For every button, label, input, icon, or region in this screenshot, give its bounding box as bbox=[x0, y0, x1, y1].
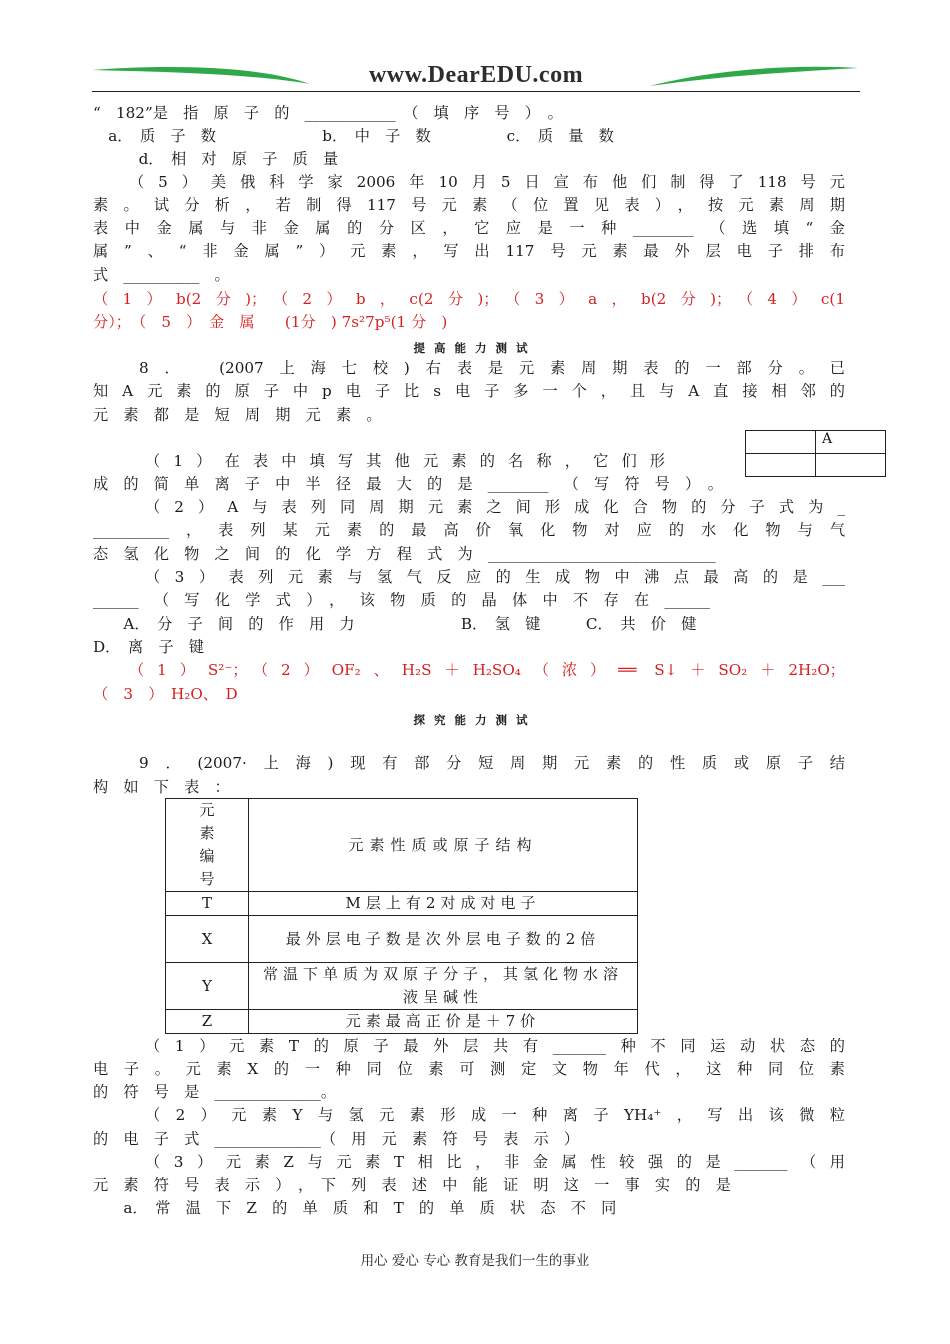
text-line: （5）美俄科学家2006年10月5日宣布他们制得了118号元 bbox=[129, 173, 845, 191]
text-line: 元 素 符 号 表 示 ） ， 下 列 表 述 中 能 证 明 这 一 事 实 的 是 bbox=[93, 1176, 731, 1194]
text-line: A． 分 子 间 的 作 用 力 B． 氢 键 C． 共 价 健 bbox=[93, 615, 697, 633]
text-line: 8． (2007上海七校)右表是元素周期表的一部分。已 bbox=[139, 359, 845, 377]
text-line: 构 如 下 表 ： bbox=[93, 778, 230, 796]
text-line: ______（写化学式），该物质的晶体中不存在______ bbox=[93, 591, 710, 609]
text-line: （1）在表中填写其他元素的名称，它们形 bbox=[145, 452, 665, 470]
table-row bbox=[166, 963, 638, 1010]
page-footer: 用心 爱心 专心 教育是我们一生的事业 bbox=[360, 1253, 590, 1269]
header-cell-id: 元素编号 bbox=[166, 799, 249, 892]
cell-id: X bbox=[166, 916, 249, 963]
text-line: 的 符 号 是 ______________。 bbox=[93, 1083, 336, 1101]
text-line: 9．(2007·上海)现有部分短周期元素的性质或原子结 bbox=[139, 754, 845, 772]
text-line: 电子。元素X的一种同位素可测定文物年代，这种同位素 bbox=[93, 1060, 845, 1078]
section-heading: 提高能力测试 bbox=[413, 341, 537, 355]
text-line: （2）A与表列同周期元素之间形成化合物的分子式为_ bbox=[145, 498, 845, 516]
text-line: （3）元素Z与元素T相比，非金属性较强的是_______（用 bbox=[145, 1153, 845, 1171]
header-cell-property: 元素性质或原子结构 bbox=[249, 799, 638, 892]
cell-property: 最外层电子数是次外层电子数的2倍 bbox=[249, 916, 638, 963]
text-line: （3）表列元素与氢气反应的生成物中沸点最高的是___ bbox=[145, 568, 845, 586]
text-line: “ 182”是 指 原 子 的 ____________ （ 填 序 号 ） 。 bbox=[93, 104, 563, 122]
table-row bbox=[166, 916, 638, 963]
text-line: 成的简单离子中半径最大的是________（写符号）。 bbox=[93, 475, 723, 493]
cell-property: M层上有2对成对电子 bbox=[249, 892, 638, 916]
answer-line: （1）b(2分)；（2）b，c(2分)；（3）a，b(2分)；（4）c(1 bbox=[93, 290, 845, 308]
cell-id: T bbox=[166, 892, 249, 916]
table-row bbox=[166, 892, 638, 916]
answer-line: （ 3 ） H₂O、 D bbox=[93, 685, 238, 703]
section-heading: 探究能力测试 bbox=[413, 713, 537, 727]
text-line: 表中金属与非金属的分区，它应是一种________（选填“金 bbox=[93, 219, 845, 237]
element-table bbox=[165, 798, 638, 1034]
cell-id: Z bbox=[166, 1010, 249, 1034]
text-line: D． 离 子 键 bbox=[93, 638, 204, 656]
text-line: 知A元素的原子中p电子比s电子多一个，且与A直接相邻的 bbox=[93, 382, 845, 400]
text-line: 态 氢 化 物 之 间 的 化 学 方 程 式 为 ______________________________ bbox=[93, 545, 716, 563]
text-line: __________，表列某元素的最高价氧化物对应的水化物与气 bbox=[93, 521, 845, 539]
text-line: 元 素 都 是 短 周 期 元 素 。 bbox=[93, 406, 382, 424]
table-cell-a: A bbox=[816, 431, 886, 454]
text-line: 素。试分析，若制得117号元素（位置见表），按元素周期 bbox=[93, 196, 845, 214]
cell-id: Y bbox=[166, 963, 249, 1010]
answer-line: （1）S²⁻；（2）OF₂、H₂S＋H₂SO₄（浓）══ S↓＋SO₂＋2H₂O； bbox=[129, 661, 845, 679]
table-cell bbox=[746, 431, 816, 454]
site-logo: www.DearEDU.com bbox=[368, 62, 584, 88]
header-rule bbox=[92, 91, 860, 92]
text-line: a． 质 子 数 b． 中 子 数 c． 质 量 数 bbox=[93, 127, 614, 145]
table-cell bbox=[746, 454, 816, 477]
table-cell bbox=[816, 454, 886, 477]
answer-line: 分）； （ 5 ） 金 属 (1分 ) 7s²7p⁵(1 分 ) bbox=[93, 313, 448, 331]
text-line: d． 相 对 原 子 质 量 bbox=[93, 150, 339, 168]
text-line: 属”、“非金属”）元素，写出117号元素最外层电子排布 bbox=[93, 242, 845, 260]
cell-property: 元素最高正价是＋7价 bbox=[249, 1010, 638, 1034]
text-line: （1）元素T的原子最外层共有_______种不同运动状态的 bbox=[145, 1037, 845, 1055]
text-line: （2）元素Y与氢元素形成一种离子YH₄⁺，写出该微粒 bbox=[145, 1106, 845, 1124]
table-row bbox=[166, 1010, 638, 1034]
periodic-table-fragment bbox=[745, 430, 886, 477]
text-line: a． 常 温 下 Z 的 单 质 和 T 的 单 质 状 态 不 同 bbox=[93, 1199, 617, 1217]
text-line: 式 __________ 。 bbox=[93, 266, 230, 284]
text-line: 的 电 子 式 ______________（ 用 元 素 符 号 表 示 ） bbox=[93, 1130, 579, 1148]
cell-property: 常温下单质为双原子分子，其氢化物水溶液呈碱性 bbox=[249, 963, 638, 1010]
